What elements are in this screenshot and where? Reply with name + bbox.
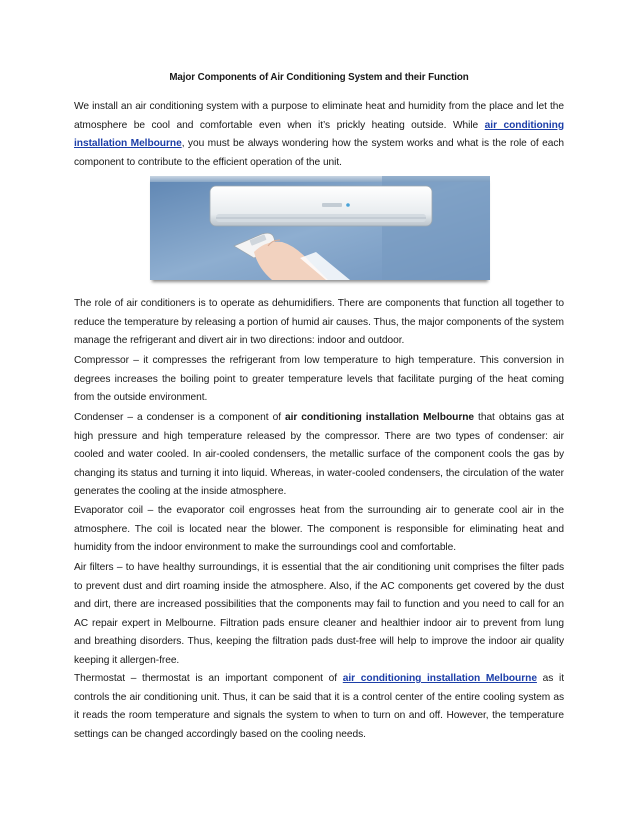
condenser-text-after: that obtains gas at high pressure and high temperature released by the compressor. There are two types of condenser: air cooled and water cooled. In air-cooled condensers, the metallic surface of the component cools the gas by changing its status and turning it into liquid. Whereas, in water-cooled condensers, the circulation of the water generates the cooling at the inside atmosphere. bbox=[74, 412, 565, 498]
thermostat-text-after: as it controls the air conditioning unit. Thus, it can be said that it is a control center of the entire cooling system as it reads the room temperature and signals the system to when to turn on and off. However, the temperature settings can be changed accordingly based on the cooling needs. bbox=[74, 673, 565, 740]
evaporator-paragraph: Evaporator coil – the evaporator coil engrosses heat from the surrounding air to generate cool air in the atmosphere. The coil is located near the blower. The component is responsible for eliminating heat and humidity from the indoor environment to make the surroundings cool and comfortable. bbox=[74, 505, 564, 554]
role-paragraph: The role of air conditioners is to operate as dehumidifiers. There are components that function all together to reduce the temperature by releasing a portion of humid air causes. Thus, the major components of the system manage the refrigerant and divert air in two directions: indoor and outdoor. bbox=[74, 298, 564, 347]
air-filters-paragraph: Air filters – to have healthy surroundings, it is essential that the air conditioning unit comprises the filter pads to prevent dust and dirt roaming inside the atmosphere. Also, if the AC components get covered by the dust and dirt, there are increased possibilities that the components may fail to function and you need to call for an AC repair expert in Melbourne. Filtration pads ensure cleaner and healthier indoor air to prevent from lung and breathing disorders. Thus, keeping the filtration pads dust-free will help to improve the indoor air quality keeping it allergen-free. bbox=[74, 562, 564, 666]
intro-paragraph bbox=[74, 98, 564, 172]
intro-link[interactable]: air conditioning installation Melbourne bbox=[74, 119, 564, 150]
thermostat-paragraph bbox=[74, 670, 564, 744]
condenser-bold-phrase: air conditioning installation Melbourne bbox=[284, 412, 475, 423]
air-conditioner-illustration bbox=[150, 176, 490, 280]
air-conditioner-photo bbox=[150, 176, 490, 280]
thermostat-text-before: Thermostat – thermostat is an important component of bbox=[74, 673, 343, 684]
intro-text-before: We install an air conditioning system with a purpose to eliminate heat and humidity from the place and let the atmosphere be cool and comfortable even when it’s prickly heating outside. While bbox=[74, 101, 564, 131]
compressor-paragraph: Compressor – it compresses the refrigerant from low temperature to high temperature. This conversion in degrees increases the boiling point to greater temperature levels that facilitate purging of the heat coming from the outside environment. bbox=[74, 355, 564, 404]
document-title: Major Components of Air Conditioning System and their Function bbox=[169, 72, 469, 83]
thermostat-link[interactable]: air conditioning installation Melbourne bbox=[342, 673, 537, 684]
condenser-paragraph bbox=[74, 409, 564, 502]
intro-text-after: , you must be always wondering how the system works and what is the role of each component to contribute to the efficient operation of the unit. bbox=[74, 138, 564, 168]
condenser-text-before: Condenser – a condenser is a component of bbox=[74, 412, 285, 423]
